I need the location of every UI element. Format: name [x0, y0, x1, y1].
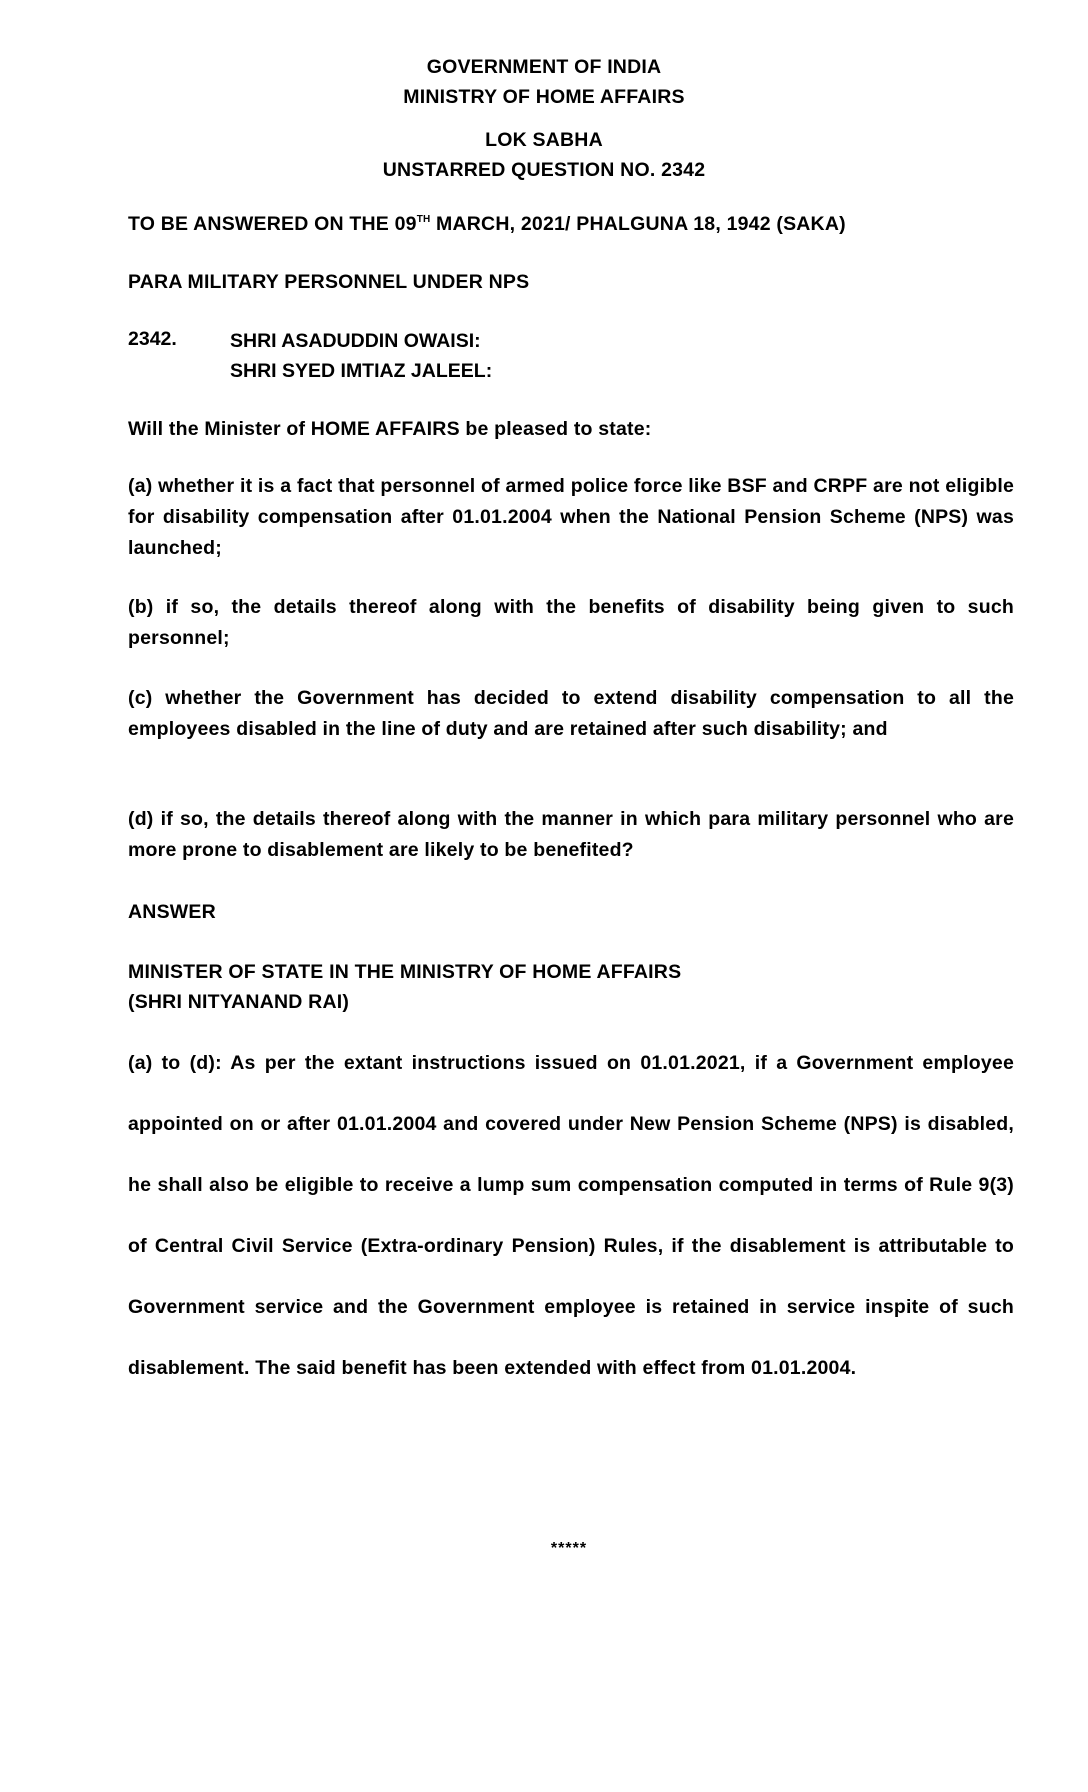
question-part-b: (b) if so, the details thereof along with the benefits of disability being given to such personnel; [128, 596, 1014, 649]
government-heading: GOVERNMENT OF INDIA [426, 56, 662, 78]
question-part-a: (a) whether it is a fact that personnel of armed police force like BSF and CRPF are not eligible for disability compensation after 01.01.2004 when the National Pension Scheme (NPS) was launched; [128, 475, 1014, 559]
minister-name: (SHRI NITYANAND RAI) [128, 991, 350, 1013]
answer-body [128, 1033, 1014, 1399]
answer-lead: (a) to (d): [128, 1052, 222, 1074]
answer-date [128, 213, 846, 236]
house-heading: LOK SABHA [485, 129, 603, 151]
question-part-c: (c) whether the Government has decided to extend disability compensation to all the employees disabled in the line of duty and are retained after such disability; and [128, 687, 1014, 740]
member-name: SHRI SYED IMTIAZ JALEEL: [230, 360, 493, 382]
answer-date-suffix: MARCH, 2021/ PHALGUNA 18, 1942 (SAKA) [430, 213, 846, 235]
subject-heading: PARA MILITARY PERSONNEL UNDER NPS [128, 271, 530, 293]
answer-heading: ANSWER [128, 901, 216, 923]
end-mark: ***** [550, 1540, 588, 1557]
answer-date-prefix: TO BE ANSWERED ON THE 09 [128, 213, 417, 235]
question-part-d: (d) if so, the details thereof along with the manner in which para military personnel who are more prone to disablement are likely to be benefited? [128, 808, 1014, 861]
answer-text: As per the extant instructions issued on 01.01.2021, if a Government employee appointed on or after 01.01.2004 and covered under New Pension Scheme (NPS) is disabled, he shall also be eligible to receive a lump sum compensation computed in terms of Rule 9(3) of Central Civil Service (Extra-ordinary Pension) Rules, if the disablement is attributable to Government service and the Government employee is retained in service inspite of such disablement. The said benefit has been extended with effect from 01.01.2004. [128, 1052, 1014, 1379]
member-name: SHRI ASADUDDIN OWAISI: [230, 330, 481, 352]
minister-title: MINISTER OF STATE IN THE MINISTRY OF HOME AFFAIRS [128, 961, 682, 983]
ministry-heading: MINISTRY OF HOME AFFAIRS [403, 86, 685, 108]
members-list [230, 326, 492, 386]
question-number: 2342. [128, 328, 177, 350]
answer-date-superscript: TH [416, 214, 431, 225]
question-intro: Will the Minister of HOME AFFAIRS be pleased to state: [128, 418, 652, 440]
question-number-heading: UNSTARRED QUESTION NO. 2342 [382, 159, 706, 181]
